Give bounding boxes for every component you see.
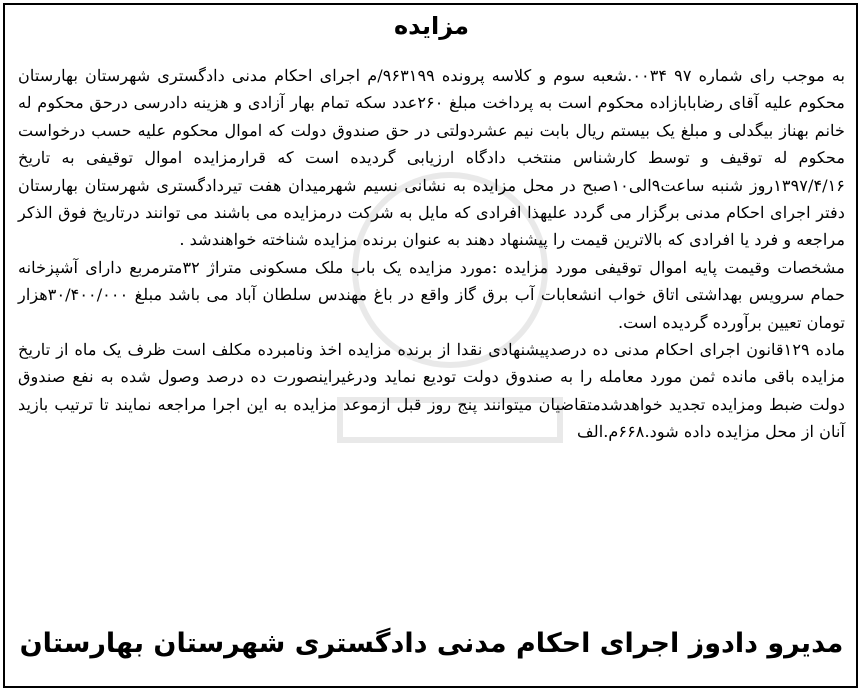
paragraph-property-spec: مشخصات وقیمت پایه اموال توقیفی مورد مزایده :مورد مزایده یک باب ملک مسکونی متراژ ۳۲مترمربع دارای آشپزخانه حمام سرویس بهداشتی اتاق خواب انشعابات آب برق گاز واقع در باغ مهندس سلطان آباد می باشد مبلغ ۳۰/۴۰۰/۰۰۰هزار تومان تعیین برآورده گردیده است. bbox=[18, 257, 845, 332]
paragraph-article-129: ماده ۱۲۹قانون اجرای احکام مدنی ده درصدپیشنهادی نقدا از برنده مزایده اخذ ونامبرده مکلف است ظرف یک ماه از تاریخ مزایده باقی مانده ثمن مورد معامله را به صندوق دولت تودیع نماید ودرغیراینصورت ده درصد وصول شده به نفع صندوق دولت ضبط ومزایده تجدید خواهدشدمتقاضیان میتوانند پنج روز قبل ازموعد مزایده به این اجرا مراجعه نمایند تا ترتیب بازید آنان از محل مزایده داده شود.۶۶۸م.الف bbox=[18, 340, 845, 442]
document-body bbox=[18, 62, 845, 446]
paragraph-main: به موجب رای شماره ۹۷ ۰۰۳۴.شعبه سوم و کلاسه پرونده ۹۶۳۱۹۹/م اجرای احکام مدنی دادگستری شهرستان بهارستان محکوم علیه آقای رضابابازاده محکوم است به پرداخت مبلغ ۲۶۰عدد سکه تمام بهار آزادی و هزینه دادرسی درحق محکوم له خانم بهناز بیگدلی و مبلغ یک بیستم ریال بابت نیم عشردولتی در حق صندوق دولت که اموال محکوم علیه حسب درخواست محکوم له توقیف و توسط کارشناس منتخب دادگاه ارزیابی گردیده است که قرارمزایده اموال توقیفی به تاریخ ۱۳۹۷/۴/۱۶روز شنبه ساعت۹الی۱۰صبح در محل مزایده به نشانی نسیم شهرمیدان هفت تیردادگستری شهرستان بهارستان دفتر اجرای احکام مدنی برگزار می گردد علیهذا افرادی که مایل به شرکت درمزایده می باشند می توانند درتاریخ فوق الذکر مراجعه و فرد یا افرادی که بالاترین قیمت را پیشنهاد دهند به عنوان برنده مزایده شناخته خواهندشد . bbox=[18, 66, 845, 250]
page-title: مزایده bbox=[393, 12, 470, 40]
signature-line: مدیرو دادوز اجرای احکام مدنی دادگستری شهرستان بهارستان bbox=[19, 628, 844, 659]
